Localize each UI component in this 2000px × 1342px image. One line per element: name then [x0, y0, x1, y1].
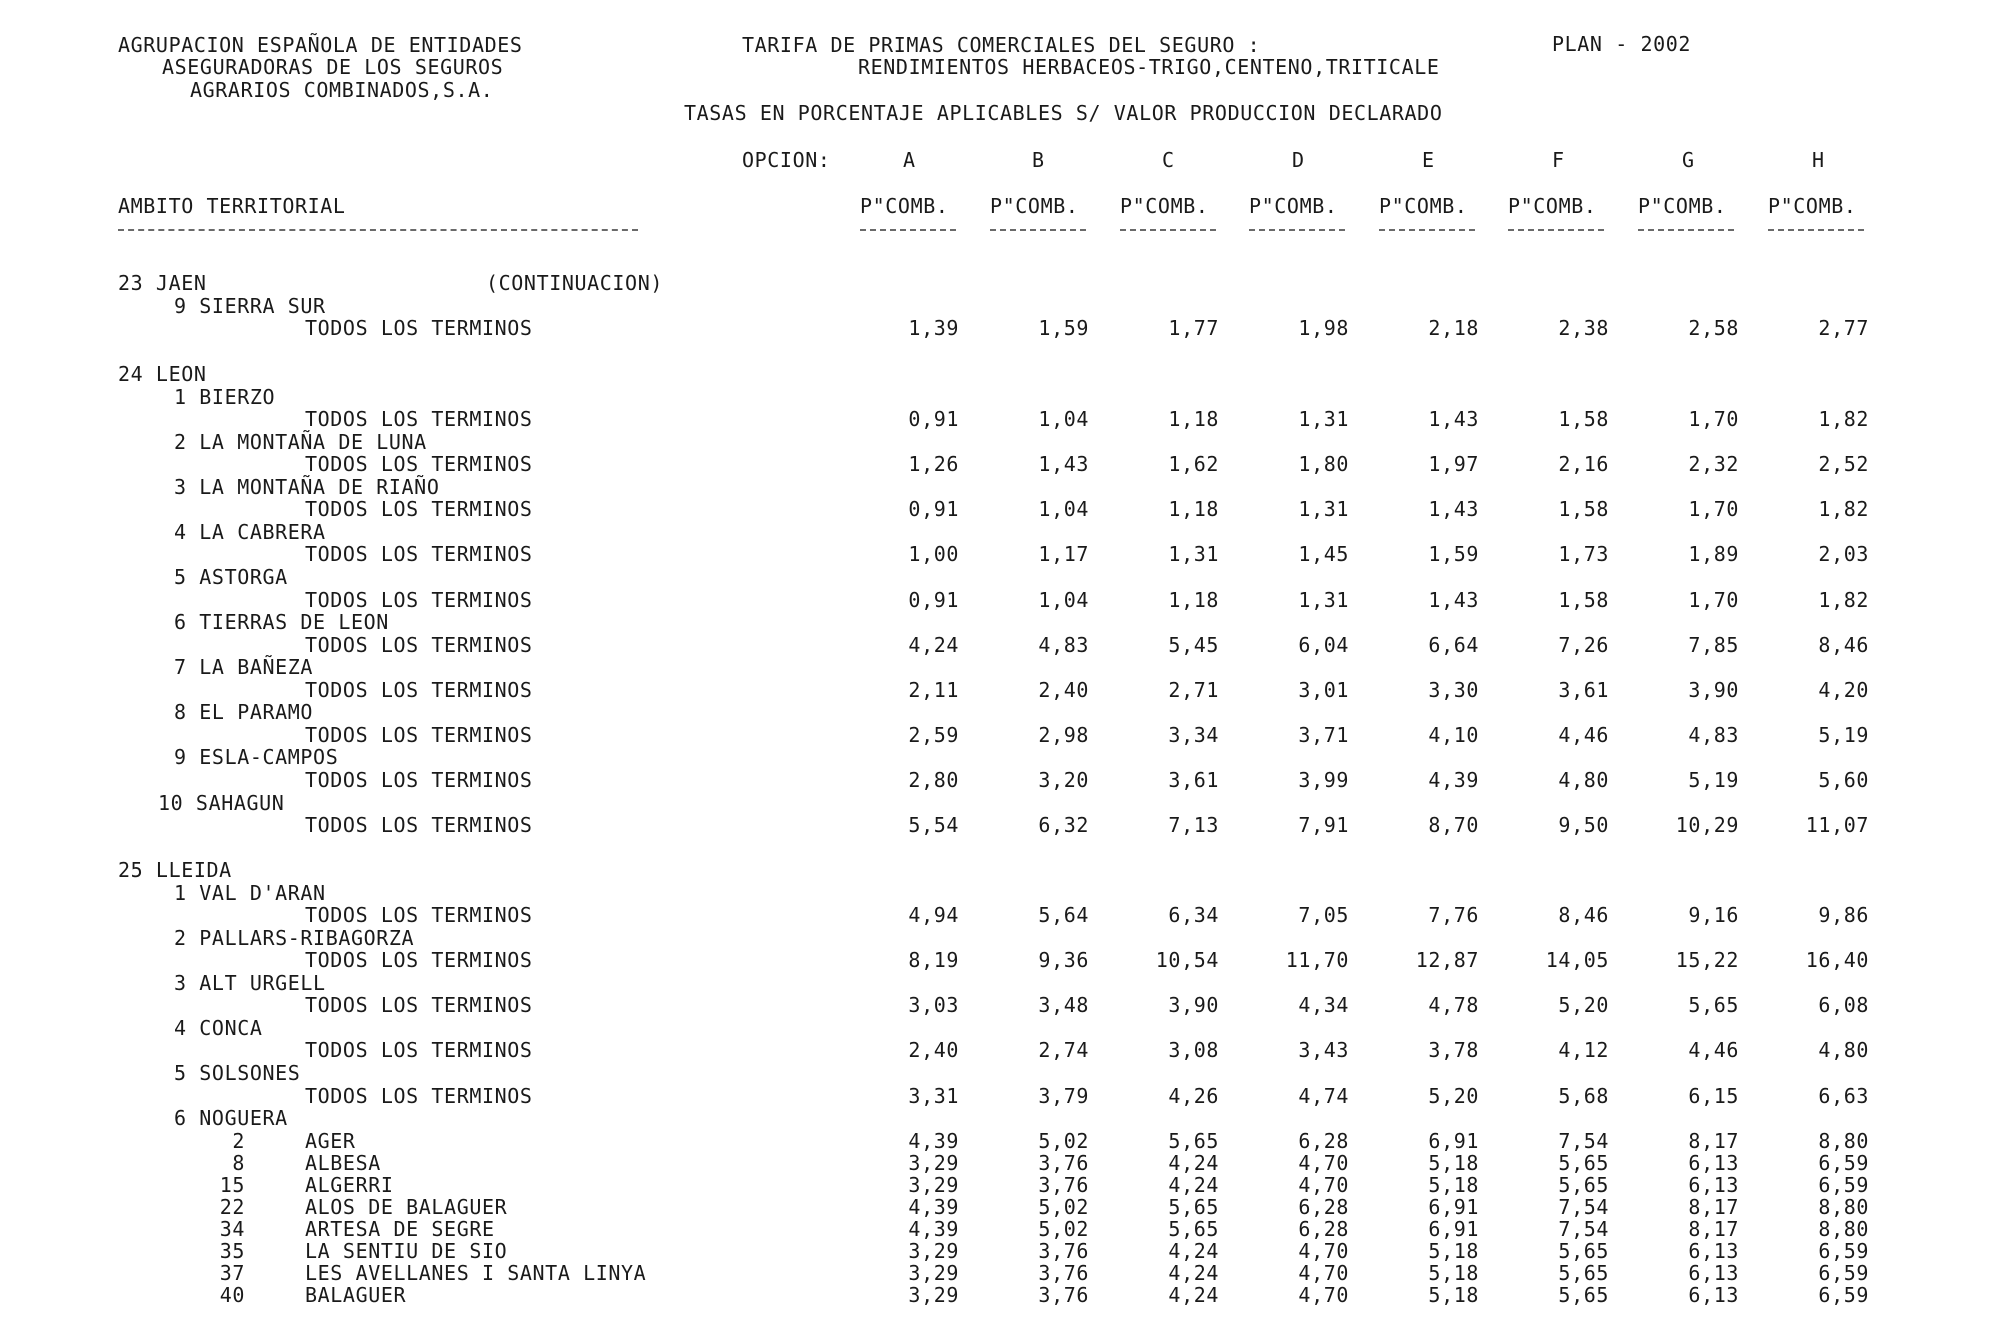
rate-cell-f: 7,54	[1558, 1217, 1609, 1241]
rate-cell-h: 8,80	[1818, 1195, 1869, 1219]
municipality-code: 40	[219, 1283, 245, 1307]
rate-cell-c: 1,18	[1168, 407, 1219, 431]
rate-cell-c: 4,24	[1168, 1283, 1219, 1307]
rate-cell-h: 6,59	[1818, 1283, 1869, 1307]
rate-cell-e: 8,70	[1428, 813, 1479, 837]
rate-cell-e: 7,76	[1428, 903, 1479, 927]
option-subheader-g: P"COMB.	[1638, 194, 1727, 218]
rate-cell-g: 2,32	[1688, 452, 1739, 476]
rate-cell-h: 1,82	[1818, 497, 1869, 521]
rate-cell-g: 6,13	[1688, 1173, 1739, 1197]
option-header-f: F	[1552, 148, 1565, 172]
rate-cell-d: 1,31	[1298, 588, 1349, 612]
rate-cell-h: 6,59	[1818, 1173, 1869, 1197]
comarca-heading: 10 SAHAGUN	[158, 791, 285, 815]
document-title: TARIFA DE PRIMAS COMERCIALES DEL SEGURO :	[742, 33, 1261, 57]
comarca-heading: 6 NOGUERA	[174, 1106, 288, 1130]
rate-cell-g: 5,65	[1688, 993, 1739, 1017]
rate-cell-e: 4,78	[1428, 993, 1479, 1017]
rate-cell-f: 1,58	[1558, 497, 1609, 521]
comarca-heading: 2 PALLARS-RIBAGORZA	[174, 926, 415, 950]
option-underline-a	[860, 229, 956, 231]
rate-cell-f: 4,46	[1558, 723, 1609, 747]
rate-cell-c: 6,34	[1168, 903, 1219, 927]
rate-cell-a: 0,91	[908, 497, 959, 521]
municipality-code: 2	[232, 1129, 245, 1153]
rate-cell-g: 6,13	[1688, 1239, 1739, 1263]
rate-cell-b: 9,36	[1038, 948, 1089, 972]
rate-cell-e: 1,43	[1428, 497, 1479, 521]
rate-cell-h: 5,60	[1818, 768, 1869, 792]
rate-cell-d: 3,99	[1298, 768, 1349, 792]
municipality-name: ALOS DE BALAGUER	[305, 1195, 508, 1219]
continuation-note: (CONTINUACION)	[486, 271, 663, 295]
rate-cell-f: 5,65	[1558, 1173, 1609, 1197]
all-terms-label: TODOS LOS TERMINOS	[305, 768, 533, 792]
rate-cell-a: 0,91	[908, 407, 959, 431]
rate-cell-c: 3,08	[1168, 1038, 1219, 1062]
option-subheader-f: P"COMB.	[1508, 194, 1597, 218]
rate-cell-b: 1,59	[1038, 316, 1089, 340]
rate-cell-h: 4,80	[1818, 1038, 1869, 1062]
municipality-name: ALBESA	[305, 1151, 381, 1175]
rate-cell-c: 2,71	[1168, 678, 1219, 702]
rate-cell-c: 4,24	[1168, 1261, 1219, 1285]
rate-cell-b: 3,76	[1038, 1173, 1089, 1197]
rate-cell-d: 3,71	[1298, 723, 1349, 747]
rate-cell-c: 3,34	[1168, 723, 1219, 747]
rate-cell-e: 4,39	[1428, 768, 1479, 792]
all-terms-label: TODOS LOS TERMINOS	[305, 452, 533, 476]
rate-cell-h: 2,77	[1818, 316, 1869, 340]
option-subheader-a: P"COMB.	[860, 194, 949, 218]
rate-cell-c: 7,13	[1168, 813, 1219, 837]
rate-cell-h: 6,59	[1818, 1151, 1869, 1175]
rate-cell-g: 1,70	[1688, 497, 1739, 521]
rate-cell-a: 1,26	[908, 452, 959, 476]
rate-cell-a: 5,54	[908, 813, 959, 837]
rate-cell-h: 8,80	[1818, 1129, 1869, 1153]
rate-cell-d: 1,31	[1298, 407, 1349, 431]
rate-cell-g: 6,15	[1688, 1084, 1739, 1108]
all-terms-label: TODOS LOS TERMINOS	[305, 542, 533, 566]
option-header-c: C	[1162, 148, 1175, 172]
rate-cell-g: 5,19	[1688, 768, 1739, 792]
province-heading: 23 JAEN	[118, 271, 207, 295]
rate-cell-b: 1,04	[1038, 497, 1089, 521]
all-terms-label: TODOS LOS TERMINOS	[305, 678, 533, 702]
option-header-g: G	[1682, 148, 1695, 172]
option-subheader-e: P"COMB.	[1379, 194, 1468, 218]
rate-cell-f: 14,05	[1545, 948, 1609, 972]
all-terms-label: TODOS LOS TERMINOS	[305, 1084, 533, 1108]
rate-cell-b: 4,83	[1038, 633, 1089, 657]
option-header-d: D	[1292, 148, 1305, 172]
option-subheader-h: P"COMB.	[1768, 194, 1857, 218]
rate-cell-b: 2,98	[1038, 723, 1089, 747]
all-terms-label: TODOS LOS TERMINOS	[305, 316, 533, 340]
comarca-heading: 5 SOLSONES	[174, 1061, 301, 1085]
rate-cell-e: 3,78	[1428, 1038, 1479, 1062]
rate-cell-d: 4,70	[1298, 1239, 1349, 1263]
rate-cell-d: 1,45	[1298, 542, 1349, 566]
rate-cell-f: 1,58	[1558, 588, 1609, 612]
rate-cell-d: 4,70	[1298, 1173, 1349, 1197]
rate-cell-c: 3,61	[1168, 768, 1219, 792]
all-terms-label: TODOS LOS TERMINOS	[305, 588, 533, 612]
rate-cell-g: 9,16	[1688, 903, 1739, 927]
rate-cell-h: 8,80	[1818, 1217, 1869, 1241]
rate-cell-a: 3,29	[908, 1173, 959, 1197]
rate-cell-e: 12,87	[1415, 948, 1479, 972]
rate-cell-d: 4,74	[1298, 1084, 1349, 1108]
rate-cell-e: 1,43	[1428, 407, 1479, 431]
rate-cell-g: 1,70	[1688, 588, 1739, 612]
rate-cell-e: 5,18	[1428, 1173, 1479, 1197]
comarca-heading: 9 SIERRA SUR	[174, 294, 326, 318]
rate-cell-d: 1,98	[1298, 316, 1349, 340]
rate-cell-b: 3,76	[1038, 1239, 1089, 1263]
option-underline-g	[1638, 229, 1734, 231]
rate-cell-d: 7,05	[1298, 903, 1349, 927]
rate-cell-c: 3,90	[1168, 993, 1219, 1017]
rate-cell-g: 6,13	[1688, 1151, 1739, 1175]
rate-cell-e: 1,59	[1428, 542, 1479, 566]
rate-cell-a: 1,39	[908, 316, 959, 340]
rate-cell-b: 2,74	[1038, 1038, 1089, 1062]
all-terms-label: TODOS LOS TERMINOS	[305, 633, 533, 657]
rate-cell-g: 6,13	[1688, 1261, 1739, 1285]
all-terms-label: TODOS LOS TERMINOS	[305, 993, 533, 1017]
municipality-code: 22	[219, 1195, 245, 1219]
rate-cell-g: 7,85	[1688, 633, 1739, 657]
rate-cell-a: 2,59	[908, 723, 959, 747]
all-terms-label: TODOS LOS TERMINOS	[305, 948, 533, 972]
comarca-heading: 1 BIERZO	[174, 385, 276, 409]
rate-cell-e: 4,10	[1428, 723, 1479, 747]
rate-cell-e: 6,64	[1428, 633, 1479, 657]
rate-cell-d: 6,28	[1298, 1195, 1349, 1219]
option-underline-h	[1768, 229, 1864, 231]
rate-cell-c: 5,65	[1168, 1195, 1219, 1219]
rate-cell-f: 8,46	[1558, 903, 1609, 927]
option-header-e: E	[1422, 148, 1435, 172]
rate-cell-b: 3,79	[1038, 1084, 1089, 1108]
rate-cell-e: 3,30	[1428, 678, 1479, 702]
rate-cell-b: 2,40	[1038, 678, 1089, 702]
municipality-name: LES AVELLANES I SANTA LINYA	[305, 1261, 647, 1285]
rate-cell-a: 8,19	[908, 948, 959, 972]
comarca-heading: 9 ESLA-CAMPOS	[174, 745, 339, 769]
org-name-line-1: AGRUPACION ESPAÑOLA DE ENTIDADES	[118, 33, 523, 57]
rate-cell-h: 16,40	[1805, 948, 1869, 972]
rate-cell-c: 4,24	[1168, 1173, 1219, 1197]
all-terms-label: TODOS LOS TERMINOS	[305, 813, 533, 837]
rate-cell-c: 1,18	[1168, 588, 1219, 612]
option-subheader-b: P"COMB.	[990, 194, 1079, 218]
ambito-underline	[118, 229, 638, 231]
rate-cell-g: 1,89	[1688, 542, 1739, 566]
rate-cell-g: 10,29	[1675, 813, 1739, 837]
rate-cell-d: 7,91	[1298, 813, 1349, 837]
rate-cell-e: 5,18	[1428, 1151, 1479, 1175]
rate-cell-e: 5,20	[1428, 1084, 1479, 1108]
rate-cell-b: 3,76	[1038, 1151, 1089, 1175]
rate-cell-g: 6,13	[1688, 1283, 1739, 1307]
rate-cell-a: 3,29	[908, 1261, 959, 1285]
rate-cell-g: 8,17	[1688, 1129, 1739, 1153]
rate-cell-d: 3,01	[1298, 678, 1349, 702]
municipality-code: 35	[219, 1239, 245, 1263]
municipality-name: BALAGUER	[305, 1283, 407, 1307]
rate-cell-h: 9,86	[1818, 903, 1869, 927]
comarca-heading: 1 VAL D'ARAN	[174, 881, 326, 905]
comarca-heading: 8 EL PARAMO	[174, 700, 314, 724]
rates-description: TASAS EN PORCENTAJE APLICABLES S/ VALOR PRODUCCION DECLARADO	[684, 101, 1443, 125]
rate-cell-h: 4,20	[1818, 678, 1869, 702]
option-header-h: H	[1812, 148, 1825, 172]
rate-cell-b: 5,02	[1038, 1129, 1089, 1153]
option-underline-c	[1120, 229, 1216, 231]
rate-cell-h: 1,82	[1818, 407, 1869, 431]
rate-cell-f: 9,50	[1558, 813, 1609, 837]
rate-cell-d: 11,70	[1285, 948, 1349, 972]
rate-cell-b: 5,02	[1038, 1217, 1089, 1241]
rate-cell-e: 1,43	[1428, 588, 1479, 612]
opcion-label: OPCION:	[742, 148, 831, 172]
rate-cell-c: 4,26	[1168, 1084, 1219, 1108]
comarca-heading: 4 LA CABRERA	[174, 520, 326, 544]
option-header-a: A	[903, 148, 916, 172]
plan-label: PLAN - 2002	[1552, 32, 1692, 56]
rate-cell-a: 4,39	[908, 1129, 959, 1153]
rate-cell-f: 1,58	[1558, 407, 1609, 431]
rate-cell-g: 4,83	[1688, 723, 1739, 747]
rate-cell-c: 1,18	[1168, 497, 1219, 521]
rate-cell-b: 1,04	[1038, 588, 1089, 612]
option-header-b: B	[1032, 148, 1045, 172]
rate-cell-e: 5,18	[1428, 1261, 1479, 1285]
rate-cell-c: 4,24	[1168, 1239, 1219, 1263]
municipality-name: ALGERRI	[305, 1173, 394, 1197]
rate-cell-c: 5,65	[1168, 1217, 1219, 1241]
rate-cell-e: 1,97	[1428, 452, 1479, 476]
rate-cell-h: 6,08	[1818, 993, 1869, 1017]
rate-cell-f: 2,38	[1558, 316, 1609, 340]
rate-cell-f: 7,54	[1558, 1129, 1609, 1153]
all-terms-label: TODOS LOS TERMINOS	[305, 723, 533, 747]
municipality-name: AGER	[305, 1129, 356, 1153]
rate-cell-c: 1,62	[1168, 452, 1219, 476]
rate-cell-c: 4,24	[1168, 1151, 1219, 1175]
rate-cell-a: 4,24	[908, 633, 959, 657]
rate-cell-a: 3,29	[908, 1151, 959, 1175]
rate-cell-h: 2,03	[1818, 542, 1869, 566]
rate-cell-d: 4,70	[1298, 1261, 1349, 1285]
all-terms-label: TODOS LOS TERMINOS	[305, 497, 533, 521]
rate-cell-d: 1,31	[1298, 497, 1349, 521]
rate-cell-g: 4,46	[1688, 1038, 1739, 1062]
rate-cell-b: 3,48	[1038, 993, 1089, 1017]
rate-cell-a: 4,39	[908, 1195, 959, 1219]
rate-cell-c: 1,77	[1168, 316, 1219, 340]
rate-cell-d: 4,34	[1298, 993, 1349, 1017]
rate-cell-c: 5,45	[1168, 633, 1219, 657]
comarca-heading: 3 LA MONTAÑA DE RIAÑO	[174, 475, 440, 499]
municipality-code: 15	[219, 1173, 245, 1197]
rate-cell-f: 5,65	[1558, 1239, 1609, 1263]
rate-cell-a: 1,00	[908, 542, 959, 566]
comarca-heading: 6 TIERRAS DE LEON	[174, 610, 389, 634]
rate-cell-h: 5,19	[1818, 723, 1869, 747]
rate-cell-c: 10,54	[1155, 948, 1219, 972]
rate-cell-d: 1,80	[1298, 452, 1349, 476]
rate-cell-h: 11,07	[1805, 813, 1869, 837]
document-subtitle: RENDIMIENTOS HERBACEOS-TRIGO,CENTENO,TRITICALE	[858, 55, 1440, 79]
rate-cell-e: 5,18	[1428, 1283, 1479, 1307]
municipality-code: 37	[219, 1261, 245, 1285]
rate-cell-a: 0,91	[908, 588, 959, 612]
all-terms-label: TODOS LOS TERMINOS	[305, 407, 533, 431]
all-terms-label: TODOS LOS TERMINOS	[305, 903, 533, 927]
rate-cell-a: 2,11	[908, 678, 959, 702]
rate-cell-f: 7,54	[1558, 1195, 1609, 1219]
org-name-line-2: ASEGURADORAS DE LOS SEGUROS	[162, 55, 504, 79]
rate-cell-c: 5,65	[1168, 1129, 1219, 1153]
rate-cell-g: 3,90	[1688, 678, 1739, 702]
comarca-heading: 3 ALT URGELL	[174, 971, 326, 995]
option-underline-e	[1379, 229, 1475, 231]
rate-cell-f: 5,65	[1558, 1283, 1609, 1307]
rate-cell-d: 4,70	[1298, 1151, 1349, 1175]
comarca-heading: 5 ASTORGA	[174, 565, 288, 589]
rate-cell-a: 3,29	[908, 1283, 959, 1307]
rate-cell-g: 8,17	[1688, 1217, 1739, 1241]
rate-cell-f: 5,68	[1558, 1084, 1609, 1108]
rate-cell-e: 6,91	[1428, 1129, 1479, 1153]
rate-cell-h: 1,82	[1818, 588, 1869, 612]
rate-cell-e: 6,91	[1428, 1195, 1479, 1219]
rate-cell-d: 6,28	[1298, 1129, 1349, 1153]
rate-cell-f: 2,16	[1558, 452, 1609, 476]
municipality-code: 34	[219, 1217, 245, 1241]
org-name-line-3: AGRARIOS COMBINADOS,S.A.	[190, 78, 494, 102]
rate-cell-f: 5,65	[1558, 1261, 1609, 1285]
rate-cell-a: 2,40	[908, 1038, 959, 1062]
option-subheader-d: P"COMB.	[1249, 194, 1338, 218]
rate-cell-b: 1,17	[1038, 542, 1089, 566]
rate-cell-b: 6,32	[1038, 813, 1089, 837]
rate-cell-g: 2,58	[1688, 316, 1739, 340]
option-subheader-c: P"COMB.	[1120, 194, 1209, 218]
rate-cell-b: 3,20	[1038, 768, 1089, 792]
rate-cell-g: 8,17	[1688, 1195, 1739, 1219]
option-underline-f	[1508, 229, 1604, 231]
rate-cell-d: 6,04	[1298, 633, 1349, 657]
rate-cell-a: 2,80	[908, 768, 959, 792]
rate-cell-a: 3,29	[908, 1239, 959, 1263]
rate-cell-e: 2,18	[1428, 316, 1479, 340]
rate-cell-d: 6,28	[1298, 1217, 1349, 1241]
province-heading: 24 LEON	[118, 362, 207, 386]
rate-cell-h: 6,63	[1818, 1084, 1869, 1108]
rate-cell-c: 1,31	[1168, 542, 1219, 566]
rate-cell-b: 5,64	[1038, 903, 1089, 927]
rate-cell-f: 1,73	[1558, 542, 1609, 566]
rate-cell-f: 5,65	[1558, 1151, 1609, 1175]
rate-cell-b: 5,02	[1038, 1195, 1089, 1219]
rate-cell-f: 3,61	[1558, 678, 1609, 702]
rate-cell-g: 1,70	[1688, 407, 1739, 431]
rate-cell-f: 5,20	[1558, 993, 1609, 1017]
rate-cell-b: 1,43	[1038, 452, 1089, 476]
rate-cell-f: 4,12	[1558, 1038, 1609, 1062]
rate-cell-b: 1,04	[1038, 407, 1089, 431]
municipality-code: 8	[232, 1151, 245, 1175]
rate-cell-d: 4,70	[1298, 1283, 1349, 1307]
rate-cell-f: 7,26	[1558, 633, 1609, 657]
ambito-territorial-header: AMBITO TERRITORIAL	[118, 194, 346, 218]
rate-cell-b: 3,76	[1038, 1283, 1089, 1307]
rate-cell-h: 6,59	[1818, 1239, 1869, 1263]
rate-cell-h: 2,52	[1818, 452, 1869, 476]
rate-cell-f: 4,80	[1558, 768, 1609, 792]
rate-cell-a: 3,31	[908, 1084, 959, 1108]
municipality-name: LA SENTIU DE SIO	[305, 1239, 508, 1263]
rate-cell-e: 5,18	[1428, 1239, 1479, 1263]
municipality-name: ARTESA DE SEGRE	[305, 1217, 495, 1241]
comarca-heading: 2 LA MONTAÑA DE LUNA	[174, 430, 427, 454]
comarca-heading: 7 LA BAÑEZA	[174, 655, 314, 679]
rate-cell-h: 6,59	[1818, 1261, 1869, 1285]
rate-cell-a: 3,03	[908, 993, 959, 1017]
rate-cell-e: 6,91	[1428, 1217, 1479, 1241]
rate-cell-h: 8,46	[1818, 633, 1869, 657]
rate-cell-a: 4,39	[908, 1217, 959, 1241]
rate-cell-g: 15,22	[1675, 948, 1739, 972]
option-underline-b	[990, 229, 1086, 231]
rate-cell-a: 4,94	[908, 903, 959, 927]
province-heading: 25 LLEIDA	[118, 858, 232, 882]
all-terms-label: TODOS LOS TERMINOS	[305, 1038, 533, 1062]
option-underline-d	[1249, 229, 1345, 231]
rate-cell-b: 3,76	[1038, 1261, 1089, 1285]
rate-cell-d: 3,43	[1298, 1038, 1349, 1062]
comarca-heading: 4 CONCA	[174, 1016, 263, 1040]
